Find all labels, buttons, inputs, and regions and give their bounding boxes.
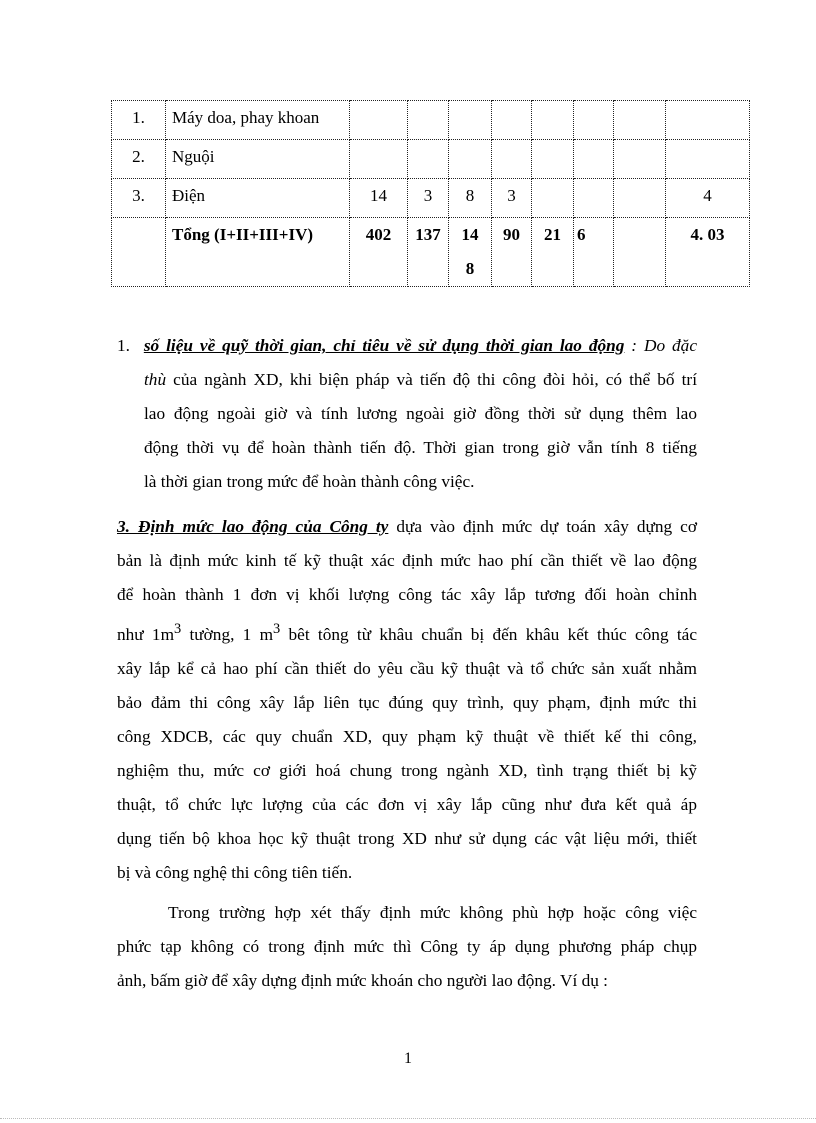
- section-3: [117, 510, 697, 890]
- cell: [532, 179, 574, 218]
- text-run: tường, 1 m: [181, 624, 274, 644]
- table-row: [112, 179, 750, 218]
- paragraph-line: phức tạp không có trong định mức thì Công ty áp dụng phương pháp chụp: [117, 937, 697, 956]
- section-3-line: bảo đảm thi công xây lắp liên tục đúng quy trình, quy phạm, định mức thi: [117, 692, 697, 712]
- section-3-line: nghiệm thu, mức cơ giới hoá chung trong ngành XD, tình trạng thiết bị kỹ: [117, 760, 697, 780]
- section-3-line: thuật, tổ chức lực lượng của các đơn vị xây lắp cũng như đưa kết quả áp: [117, 794, 697, 814]
- row-stt: 1.: [112, 101, 166, 140]
- cell: 14: [350, 179, 408, 218]
- total-cell: 6: [574, 218, 614, 287]
- cell: [614, 101, 666, 140]
- section-1-line: [144, 363, 697, 397]
- total-cell: 90: [492, 218, 532, 287]
- cell: [449, 140, 492, 179]
- section-1-line: [117, 329, 697, 363]
- text-run: như 1m: [117, 624, 175, 644]
- row-name: Máy doa, phay khoan: [166, 101, 350, 140]
- row-name: Điện: [166, 179, 350, 218]
- row-stt: 3.: [112, 179, 166, 218]
- section-3-line: công XDCB, các quy chuẩn XD, quy phạm kỹ thuật về thiết kế thi công,: [117, 726, 697, 746]
- total-cell: 4. 03: [666, 218, 750, 287]
- cell: 8: [449, 179, 492, 218]
- section-3-line: bị và công nghệ thi công tiên tiến.: [117, 862, 353, 882]
- paragraph-example: [117, 896, 697, 998]
- cell: [492, 101, 532, 140]
- section-1-line: động thời vụ để hoàn thành tiến độ. Thời gian trong giờ vẫn tính 8 tiếng: [144, 438, 697, 457]
- cell: [492, 140, 532, 179]
- cell: [532, 101, 574, 140]
- total-cell: 402: [350, 218, 408, 287]
- cell: [614, 179, 666, 218]
- total-cell: 21: [532, 218, 574, 287]
- cell: [666, 140, 750, 179]
- total-cell: [449, 218, 492, 287]
- cell: 4: [666, 179, 750, 218]
- table-total-row: [112, 218, 750, 287]
- section-3-heading: 3. Định mức lao động của Công ty: [117, 517, 389, 536]
- section-1-number: 1.: [117, 336, 130, 355]
- cell: [574, 179, 614, 218]
- section-3-line: dụng tiến bộ khoa học kỹ thuật trong XD như sử dụng các vật liệu mới, thiết: [117, 828, 697, 848]
- cell: [408, 140, 449, 179]
- superscript: 3: [273, 621, 281, 637]
- italic-lead: Do đặc: [644, 336, 697, 355]
- page-bottom-divider: [0, 1118, 816, 1119]
- text-run: dựa vào định mức dự toán xây dựng cơ: [388, 517, 697, 536]
- section-3-line: [117, 510, 697, 544]
- section-3-line: để hoàn thành 1 đơn vị khối lượng công tác xây lắp tương đối hoàn chỉnh: [117, 585, 697, 604]
- superscript: 3: [174, 621, 182, 637]
- table-row: [112, 101, 750, 140]
- cell: [408, 101, 449, 140]
- row-stt: 2.: [112, 140, 166, 179]
- cell: [532, 140, 574, 179]
- page-number: 1: [404, 1050, 412, 1067]
- total-cell: 137: [408, 218, 449, 287]
- cell: [350, 140, 408, 179]
- total-stt: [112, 218, 166, 287]
- cell: [574, 101, 614, 140]
- labor-table: [111, 100, 750, 287]
- row-name: Nguội: [166, 140, 350, 179]
- separator: :: [624, 336, 644, 355]
- total-cell-line: 8: [465, 259, 475, 278]
- paragraph-line: Trong trường hợp xét thấy định mức không phù hợp hoặc công việc: [168, 903, 697, 922]
- cell: [614, 140, 666, 179]
- cell: [350, 101, 408, 140]
- cell: [574, 140, 614, 179]
- total-cell: [614, 218, 666, 287]
- cell: 3: [492, 179, 532, 218]
- section-3-line: [117, 612, 697, 652]
- section-1-line: lao động ngoài giờ và tính lương ngoài giờ đồng thời sử dụng thêm lao: [144, 404, 697, 423]
- total-label: Tổng (I+II+III+IV): [166, 218, 350, 287]
- paragraph-line: ảnh, bấm giờ để xây dựng định mức khoán cho người lao động. Ví dụ :: [117, 971, 608, 990]
- text-run: bêt tông từ khâu chuẩn bị đến khâu kết thúc công tác: [280, 624, 697, 644]
- total-cell-line: 14: [461, 225, 479, 244]
- cell: [449, 101, 492, 140]
- section-1-heading: số liệu về quỹ thời gian, chỉ tiêu về sử dụng thời gian lao động: [143, 336, 625, 355]
- cell: [666, 101, 750, 140]
- table-row: [112, 140, 750, 179]
- section-3-line: bản là định mức kinh tế kỹ thuật xác định mức hao phí cần thiết về lao động: [117, 551, 697, 570]
- text-run: của ngành XD, khi biện pháp và tiến độ thi công đòi hỏi, có thể bố trí: [166, 370, 697, 389]
- cell: 3: [408, 179, 449, 218]
- section-3-line: xây lắp kể cả hao phí cần thiết do yêu cầu kỹ thuật và tổ chức sản xuất nhằm: [117, 658, 697, 678]
- section-1: [117, 329, 697, 499]
- italic-word: thù: [144, 370, 167, 389]
- section-1-line: là thời gian trong mức để hoàn thành công việc.: [144, 472, 475, 491]
